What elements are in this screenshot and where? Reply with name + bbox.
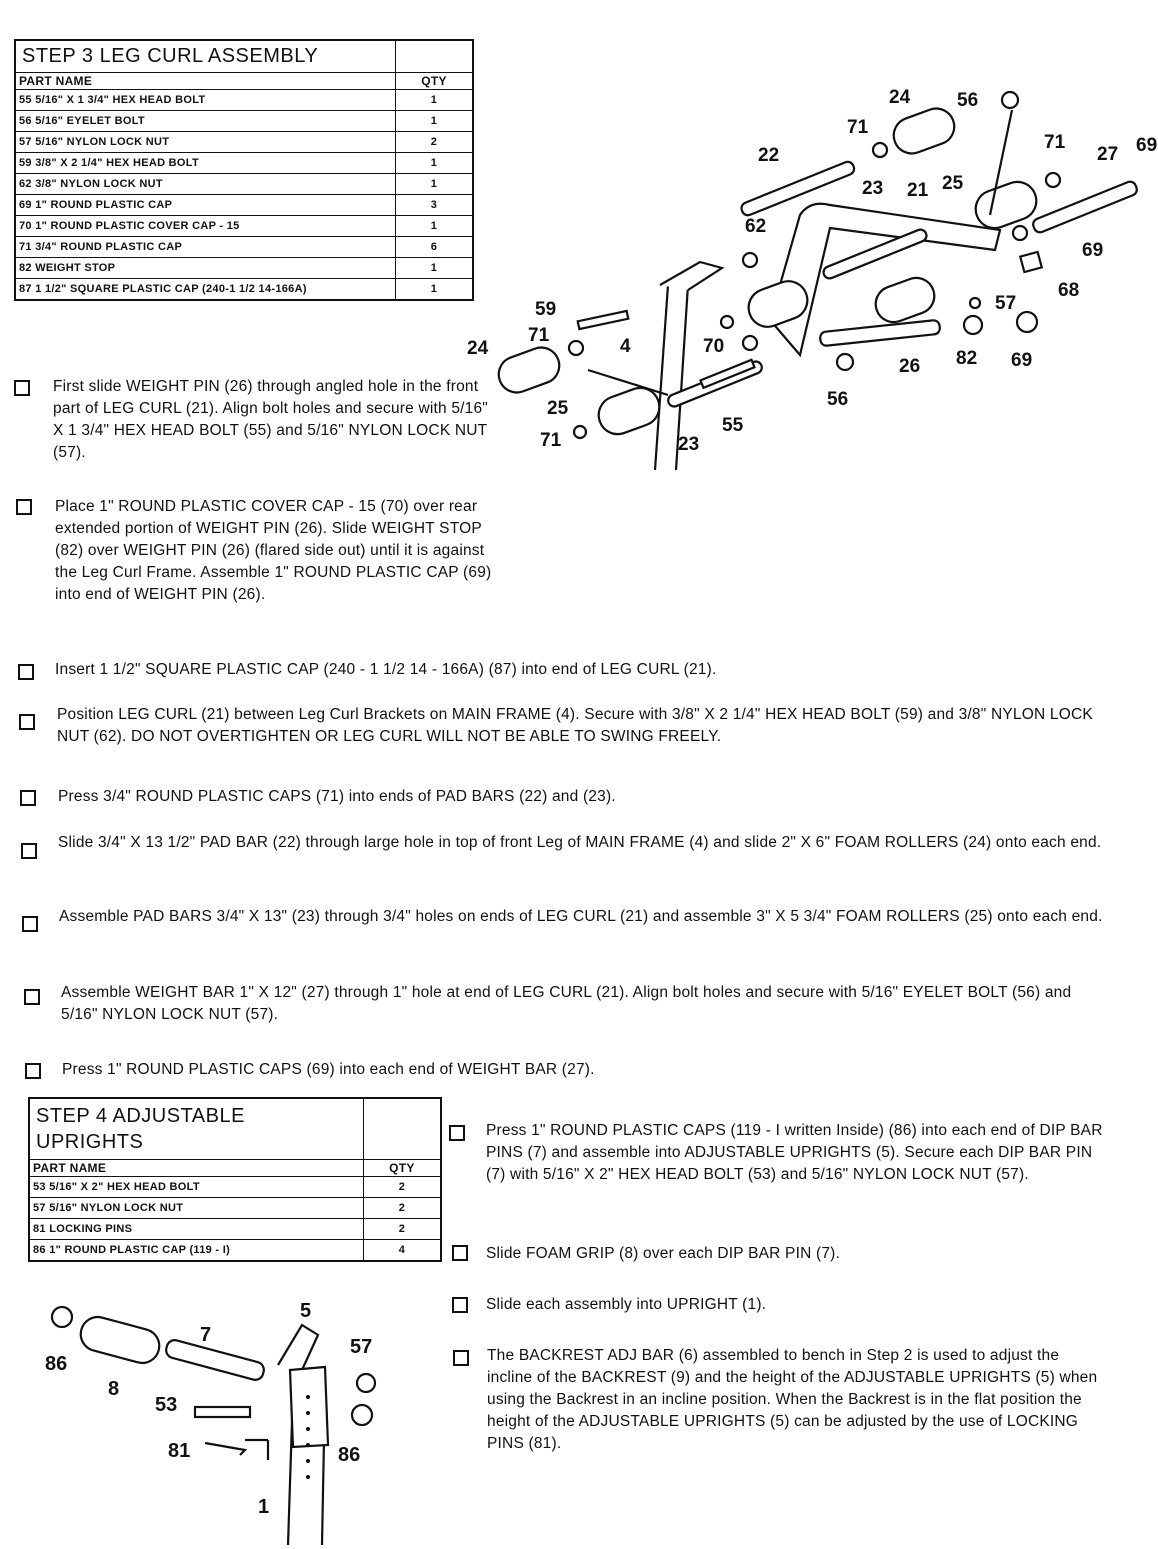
callout-label: 71: [528, 325, 550, 346]
callout-label: 8: [108, 1378, 120, 1400]
callout-label: 1: [258, 1496, 270, 1518]
step3-checkbox-7[interactable]: [22, 916, 38, 932]
callout-label: 68: [1058, 280, 1080, 301]
callout-label: 27: [1097, 144, 1119, 165]
step3-instruction-6: Slide 3/4" X 13 1/2" PAD BAR (22) through large hole in top of front Leg of MAIN FRAME (4) and slide 2" X 6" FOAM ROLLERS (24) onto each end.: [58, 834, 1102, 851]
callout-label: 53: [155, 1394, 178, 1416]
callout-label: 86: [45, 1353, 68, 1375]
callout-label: 57: [350, 1336, 373, 1358]
step3-checkbox-2[interactable]: [16, 499, 32, 515]
callout-label: 25: [547, 398, 569, 419]
table-row: 56 5/16" EYELET BOLT 1: [15, 111, 473, 132]
callout-label: 21: [907, 180, 929, 201]
callout-label: 4: [620, 336, 631, 357]
table-row: 55 5/16" X 1 3/4" HEX HEAD BOLT 1: [15, 90, 473, 111]
part-name-header: PART NAME: [15, 73, 396, 90]
step4-instruction-4: The BACKREST ADJ BAR (6) assembled to bench in Step 2 is used to adjust the incline of the BACKREST (9) and the height of the ADJUSTABLE UPRIGHTS (5) when using the Backrest in an incline position. When the Backrest is in the flat position the height of the ADJUSTABLE UPRIGHTS (5) can be adjusted by the use of LOCKING PINS (81).: [487, 1347, 1098, 1452]
callout-label: 7: [200, 1324, 212, 1346]
callout-label: 62: [745, 216, 767, 237]
step3-checkbox-9[interactable]: [25, 1063, 41, 1079]
table-row: 71 3/4" ROUND PLASTIC CAP 6: [15, 237, 473, 258]
table-row: 57 5/16" NYLON LOCK NUT 2: [15, 132, 473, 153]
qty-header: QTY: [396, 73, 474, 90]
callout-label: 24: [467, 338, 489, 359]
part-name-header: PART NAME: [29, 1160, 363, 1177]
callout-label: 23: [862, 178, 884, 199]
step3-checkbox-6[interactable]: [21, 843, 37, 859]
callout-label: 69: [1082, 240, 1104, 261]
step3-instruction-4: Position LEG CURL (21) between Leg Curl Brackets on MAIN FRAME (4). Secure with 3/8" X 2 1/4" HEX HEAD BOLT (59) and 3/8" NYLON LOCK NUT (62). DO NOT OVERTIGHTEN OR LEG CURL WILL NOT BE ABLE TO SWING FREELY.: [57, 706, 1093, 745]
callout-label: 26: [899, 356, 921, 377]
step4-checkbox-1[interactable]: [449, 1125, 465, 1141]
table-row: 87 1 1/2" SQUARE PLASTIC CAP (240-1 1/2 14-166A) 1: [15, 279, 473, 301]
table-row: 69 1" ROUND PLASTIC CAP 3: [15, 195, 473, 216]
step3-instruction-1: First slide WEIGHT PIN (26) through angled hole in the front part of LEG CURL (21). Align bolt holes and secure with 5/16" X 1 3/4" HEX HEAD BOLT (55) and 5/16" NYLON LOCK NUT (57).: [53, 378, 488, 461]
step3-instruction-9: Press 1" ROUND PLASTIC CAPS (69) into each end of WEIGHT BAR (27).: [62, 1061, 595, 1078]
callout-label: 71: [847, 117, 869, 138]
step4-parts-table: [28, 1097, 442, 1262]
table-row: 53 5/16" X 2" HEX HEAD BOLT 2: [29, 1177, 441, 1198]
step3-checkbox-1[interactable]: [14, 380, 30, 396]
step3-instruction-8: Assemble WEIGHT BAR 1" X 12" (27) through 1" hole at end of LEG CURL (21). Align bolt holes and secure with 5/16" EYELET BOLT (56) and 5/16" NYLON LOCK NUT (57).: [61, 984, 1072, 1023]
table-row: 70 1" ROUND PLASTIC COVER CAP - 15 1: [15, 216, 473, 237]
step4-instruction-2: Slide FOAM GRIP (8) over each DIP BAR PIN (7).: [486, 1245, 841, 1262]
step3-instruction-2: Place 1" ROUND PLASTIC COVER CAP - 15 (70) over rear extended portion of WEIGHT PIN (26). Slide WEIGHT STOP (82) over WEIGHT PIN (26) (flared side out) until it is against the Leg Curl Frame. Assemble 1" ROUND PLASTIC CAP (69) into end of WEIGHT PIN (26).: [55, 498, 492, 603]
adjustable-uprights-diagram: [40, 1295, 420, 1545]
table-row: 81 LOCKING PINS 2: [29, 1219, 441, 1240]
step4-title: STEP 4 ADJUSTABLE UPRIGHTS: [29, 1098, 363, 1160]
step3-checkbox-8[interactable]: [24, 989, 40, 1005]
step3-checkbox-3[interactable]: [18, 664, 34, 680]
qty-header: QTY: [363, 1160, 441, 1177]
step3-checkbox-5[interactable]: [20, 790, 36, 806]
step3-checkbox-4[interactable]: [19, 714, 35, 730]
step4-checkbox-2[interactable]: [452, 1245, 468, 1261]
callout-label: 81: [168, 1440, 191, 1462]
callout-label: 86: [338, 1444, 361, 1466]
callout-label: 82: [956, 348, 978, 369]
table-row: 57 5/16" NYLON LOCK NUT 2: [29, 1198, 441, 1219]
step3-instruction-5: Press 3/4" ROUND PLASTIC CAPS (71) into ends of PAD BARS (22) and (23).: [58, 788, 616, 805]
callout-label: 70: [703, 336, 725, 357]
callout-label: 56: [827, 389, 849, 410]
step3-title: STEP 3 LEG CURL ASSEMBLY: [15, 40, 396, 73]
callout-label: 55: [722, 415, 744, 436]
callout-label: 22: [758, 145, 780, 166]
table-row: 86 1" ROUND PLASTIC CAP (119 - I) 4: [29, 1240, 441, 1262]
callout-label: 56: [957, 90, 979, 111]
callout-label: 5: [300, 1300, 312, 1322]
callout-label: 23: [678, 434, 700, 455]
callout-label: 57: [995, 293, 1017, 314]
callout-label: 59: [535, 299, 557, 320]
callout-label: 69: [1011, 350, 1033, 371]
callout-label: 69: [1136, 135, 1158, 156]
step4-checkbox-4[interactable]: [453, 1350, 469, 1366]
callout-label: 71: [540, 430, 562, 451]
step4-instruction-3: Slide each assembly into UPRIGHT (1).: [486, 1296, 767, 1313]
callout-label: 25: [942, 173, 964, 194]
step3-instruction-7: Assemble PAD BARS 3/4" X 13" (23) through 3/4" holes on ends of LEG CURL (21) and assemble 3" X 5 3/4" FOAM ROLLERS (25) onto each end.: [59, 908, 1103, 925]
step4-instruction-1: Press 1" ROUND PLASTIC CAPS (119 - I written Inside) (86) into each end of DIP BAR PINS (7) and assemble into ADJUSTABLE UPRIGHTS (5). Secure each DIP BAR PIN (7) with 5/16" X 2" HEX HEAD BOLT (53) and 5/16" NYLON LOCK NUT (57).: [486, 1122, 1103, 1183]
step4-checkbox-3[interactable]: [452, 1297, 468, 1313]
table-row: 62 3/8" NYLON LOCK NUT 1: [15, 174, 473, 195]
callout-label: 71: [1044, 132, 1066, 153]
table-row: 59 3/8" X 2 1/4" HEX HEAD BOLT 1: [15, 153, 473, 174]
table-row: 82 WEIGHT STOP 1: [15, 258, 473, 279]
step3-instruction-3: Insert 1 1/2" SQUARE PLASTIC CAP (240 - 1 1/2 14 - 166A) (87) into end of LEG CURL (21).: [55, 661, 717, 678]
callout-label: 24: [889, 87, 911, 108]
